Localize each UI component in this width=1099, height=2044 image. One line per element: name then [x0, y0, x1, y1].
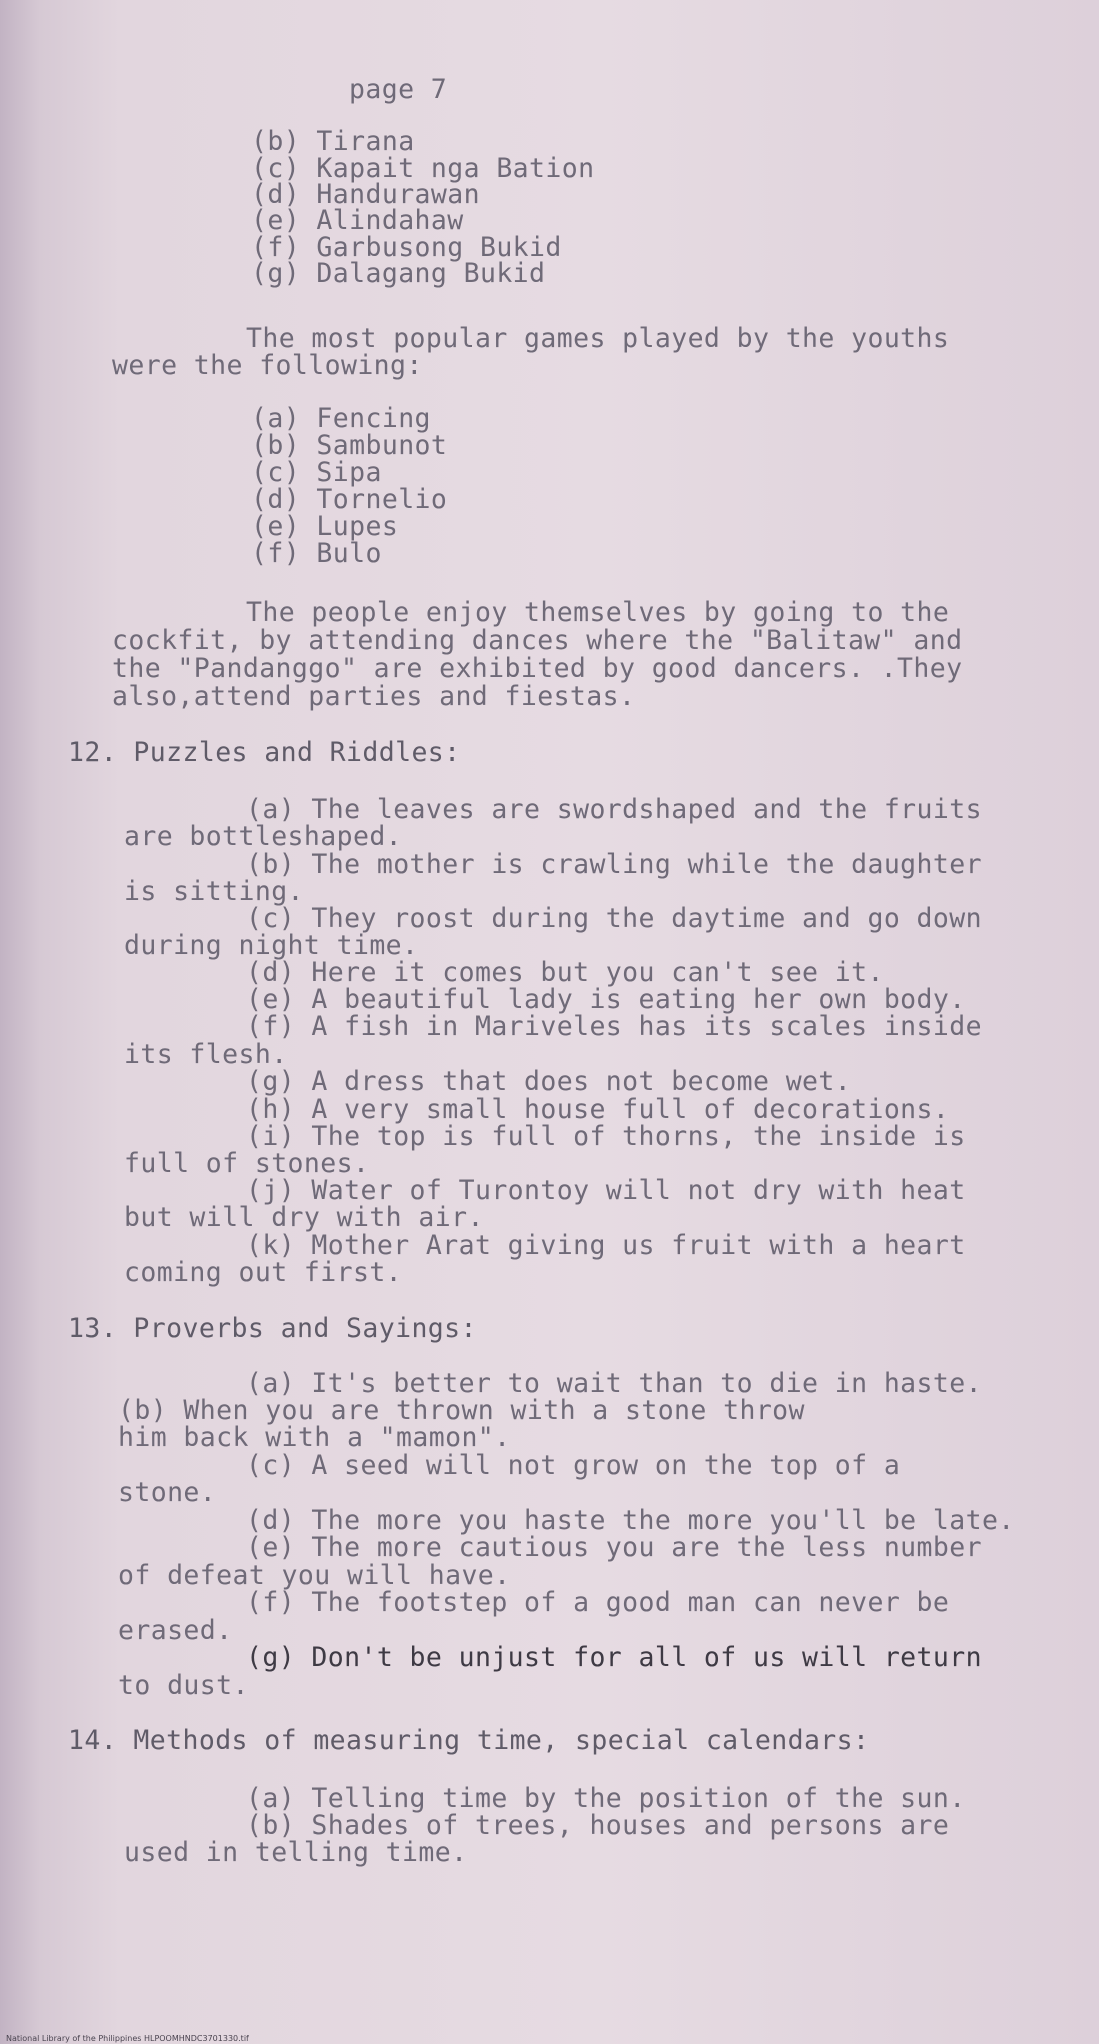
riddle-line: (f) A fish in Mariveles has its scales inside	[246, 1011, 982, 1042]
game-item: (c) Sipa	[251, 457, 382, 488]
page-number: page 7	[349, 74, 448, 105]
proverb-line: (b) When you are thrown with a stone throw	[118, 1395, 805, 1426]
dance-item: (f) Garbusong Bukid	[251, 232, 562, 263]
riddle-line: (g) A dress that does not become wet.	[246, 1066, 852, 1097]
riddle-line: (h) A very small house full of decorations.	[246, 1094, 950, 1125]
riddle-line: is sitting.	[124, 876, 304, 907]
riddle-line: (c) They roost during the daytime and go down	[246, 903, 982, 934]
time-method-line: used in telling time.	[124, 1837, 468, 1868]
game-item: (a) Fencing	[251, 403, 431, 434]
riddle-line: (i) The top is full of thorns, the inside is	[246, 1121, 966, 1152]
time-method-line: (a) Telling time by the position of the sun.	[246, 1783, 966, 1814]
proverb-line: (c) A seed will not grow on the top of a	[246, 1450, 901, 1481]
section-13-heading: 13. Proverbs and Sayings:	[68, 1313, 477, 1344]
riddle-line: (a) The leaves are swordshaped and the fruits	[246, 794, 982, 825]
recreation-line: cockfit, by attending dances where the "Balitaw" and	[112, 625, 963, 656]
game-item: (b) Sambunot	[251, 430, 448, 461]
riddle-line: (b) The mother is crawling while the daughter	[246, 849, 982, 880]
game-item: (f) Bulo	[251, 538, 382, 569]
proverb-line: of defeat you will have.	[118, 1560, 511, 1591]
games-intro-line: The most popular games played by the youths	[246, 323, 950, 354]
games-intro-line: were the following:	[112, 350, 423, 381]
riddle-line: (j) Water of Turontoy will not dry with heat	[246, 1175, 966, 1206]
dance-item: (d) Handurawan	[251, 179, 480, 210]
proverb-line: him back with a "mamon".	[118, 1422, 511, 1453]
game-item: (d) Tornelio	[251, 484, 448, 515]
scan-footer: National Library of the Philippines HLPOOMHNDC3701330.tif	[6, 2034, 249, 2043]
riddle-line: but will dry with air.	[124, 1202, 484, 1233]
dance-item: (e) Alindahaw	[251, 205, 464, 236]
proverb-line: (f) The footstep of a good man can never be	[246, 1587, 950, 1618]
proverb-line: erased.	[118, 1615, 233, 1646]
riddle-line: its flesh.	[124, 1039, 288, 1070]
proverb-line: (a) It's better to wait than to die in haste.	[246, 1368, 982, 1399]
proverb-line: stone.	[118, 1477, 217, 1508]
riddle-line: (d) Here it comes but you can't see it.	[246, 957, 884, 988]
riddle-line: (e) A beautiful lady is eating her own body.	[246, 984, 966, 1015]
section-12-heading: 12. Puzzles and Riddles:	[68, 737, 461, 768]
dance-item: (b) Tirana	[251, 126, 415, 157]
proverb-line: (d) The more you haste the more you'll be late.	[246, 1505, 1015, 1536]
section-14-heading: 14. Methods of measuring time, special calendars:	[68, 1725, 870, 1756]
dance-item: (g) Dalagang Bukid	[251, 258, 546, 289]
riddle-line: (k) Mother Arat giving us fruit with a heart	[246, 1230, 966, 1261]
recreation-line: also,attend parties and fiestas.	[112, 681, 636, 712]
riddle-line: full of stones.	[124, 1148, 370, 1179]
proverb-line: (e) The more cautious you are the less number	[246, 1532, 982, 1563]
recreation-line: the "Pandanggo" are exhibited by good dancers. .They	[112, 653, 963, 684]
riddle-line: are bottleshaped.	[124, 821, 403, 852]
game-item: (e) Lupes	[251, 511, 399, 542]
riddle-line: coming out first.	[124, 1257, 403, 1288]
proverb-line: (g) Don't be unjust for all of us will return	[246, 1642, 982, 1673]
dance-item: (c) Kapait nga Bation	[251, 153, 595, 184]
proverb-line: to dust.	[118, 1670, 249, 1701]
riddle-line: during night time.	[124, 930, 419, 961]
time-method-line: (b) Shades of trees, houses and persons are	[246, 1810, 950, 1841]
recreation-line: The people enjoy themselves by going to the	[246, 597, 950, 628]
